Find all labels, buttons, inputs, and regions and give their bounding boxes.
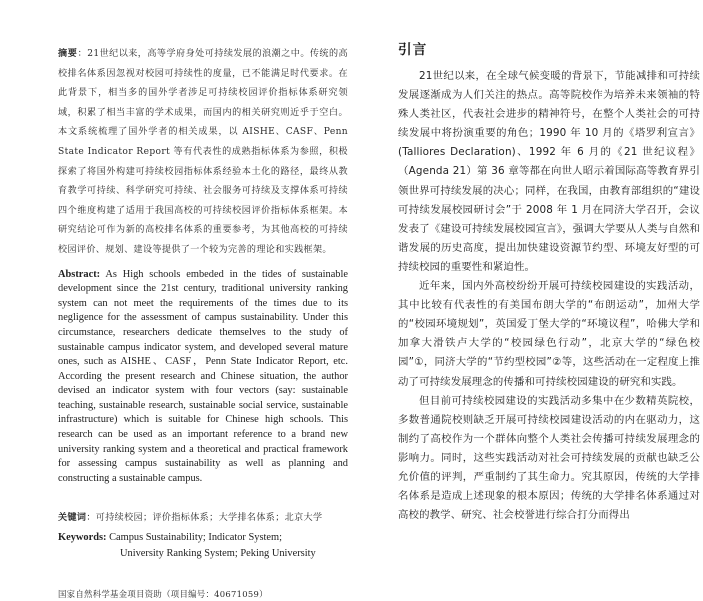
paragraph-2: 近年来，国内外高校纷纷开展可持续校园建设的实践活动，其中比较有代表性的有美国布朗大学的“布朗运动”，加州大学的“校园环境规划”，英国爱丁堡大学的“环境议程”，哈佛大学和加拿大滑铁卢大学的“校园绿色行动”，北京大学的“绿色校园”①，同济大学的“节约型校园”②等，这些活动在一定程度上推动了可持续发展理念的传播和可持续校园建设的研究和实践。 xyxy=(398,280,700,388)
abstract-en xyxy=(58,268,348,487)
left-column xyxy=(58,44,348,600)
abstract-cn-separator: ： xyxy=(77,49,88,59)
paragraph-1: 21世纪以来，在全球气候变暖的背景下，节能减排和可持续发展逐渐成为人们关注的热点。高等院校作为培养未来领袖的特殊人类社区，代表社会进步的精神符号，在整个人类社会的可持续发展中将扮演重要的角色；1990 年 10 月的《塔罗利宣言》(Talliores Declaration)、1992 年 6 月的《21 世纪议程》（Agenda 21）第 36 章等都在向世人昭示着国际高等教育界引领世界可持续发展的决心；同样，在我国，由教育部组织的“建设可持续发展校园研讨会”于 2008 年 1 月在同济大学召开，会议发表了《建设可持续发展校园宣言》，强调大学要从人类与自然和谐发展的历史高度，提出加快建设资源节约型、环境友好型的可持续校园的重要性和紧迫性。 xyxy=(398,70,700,273)
keywords-cn xyxy=(58,508,348,528)
keywords-cn-separator: ： xyxy=(86,513,96,524)
section-title-introduction: 引言 xyxy=(398,42,428,58)
abstract-cn-label: 摘要 xyxy=(58,48,78,59)
funding-footnote: 国家自然科学基金项目资助（项目编号：40671059） xyxy=(58,589,268,600)
keywords-cn-text: 可持续校园；评价指标体系；大学排名体系；北京大学 xyxy=(95,513,323,524)
right-column xyxy=(398,38,700,525)
abstract-en-text: As High schools embeded in the tides of sustainable development since the 21st century, traditional university ranking system can not meet the requirements of the times due to its negligence for the assessment of campus sustainability. Under this circumstance, researchers dedicate themselves to the study of sustainable campus indicator system, and developed several mature ones, such as AISHE、CASF，Penn State Indicator Report, etc. According the present research and Chinese situation, the author devised an indicator system with four vectors (say: sustainable teaching, sustainable research, sustainable social service, sustainable infrastructure) which is suitable for Chinese high schools. This research can be used as an important reference to a brand new university ranking system and a theoretical and practical framework for assessing campus sustainability as well as planning and constructing a sustainable campus. xyxy=(58,268,348,484)
keywords-en-label: Keywords: xyxy=(58,532,107,544)
abstract-cn xyxy=(58,44,348,261)
abstract-en-label: Abstract: xyxy=(58,268,101,280)
paragraph-3: 但目前可持续校园建设的实践活动多集中在少数精英院校，多数普通院校则缺乏开展可持续校园建设活动的内在驱动力，这制约了高校作为一个群体向整个人类社会传播可持续发展理念的影响力。同时，这些实践活动对社会可持续发展的贡献也缺乏公允价值的评判，严重制约了其生命力。究其原因，传统的大学排名体系是造成上述现象的根本原因；传统的大学排名体系通过对高校的教学、研究、社会校誉进行综合打分而得出 xyxy=(398,394,700,522)
keywords-en xyxy=(58,530,348,546)
keywords-en-line1: Campus Sustainability; Indicator System; xyxy=(109,532,282,544)
abstract-cn-text: 21世纪以来，高等学府身处可持续发展的浪潮之中。传统的高校排名体系因忽视对校园可持续性的度量，已不能满足时代要求。在此背景下，相当多的国外学者涉足可持续校园评价指标体系研究领域，积累了相当丰富的学术成果，而国内的相关研究则近乎于空白。本文系统梳理了国外学者的相关成果，以 AISHE、CASF、Penn State Indicator Report 等有代表性的成熟指标体系为参照，积极探索了将国外构建可持续校园指标体系经验本土化的路径，最终从教育教学可持续、科学研究可持续、社会服务可持续及支撑体系可持续四个维度构建了适用于我国高校的可持续校园评价指标体系框架。本研究结论可作为新的高校排名体系的重要参考，为其他高校的可持续校园评价、规划、建设等提供了一个较为完善的理论和实践框架。 xyxy=(58,49,348,255)
keywords-cn-label: 关键词 xyxy=(58,512,87,524)
keywords-en-line2: University Ranking System; Peking University xyxy=(120,547,316,559)
